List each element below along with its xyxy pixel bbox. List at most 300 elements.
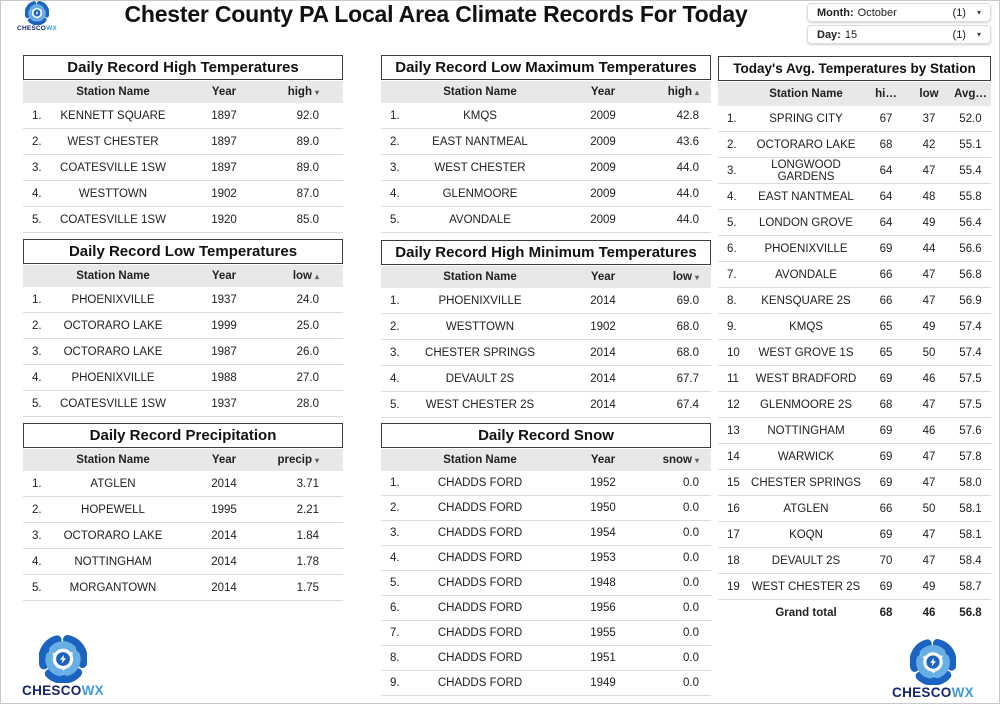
row-year: 2014 (211, 581, 237, 594)
table-body (23, 287, 343, 417)
row-hi: 65 (879, 346, 893, 359)
row-station: KENNETT SQUARE (60, 109, 166, 122)
table-row (23, 575, 343, 601)
table-row (23, 155, 343, 181)
table-row (23, 549, 343, 575)
row-year: 2009 (590, 187, 616, 200)
day-filter-count: (1) (952, 28, 966, 41)
row-year: 1949 (590, 677, 616, 689)
row-rank: 15 (727, 476, 740, 489)
row-rank: 4. (32, 555, 42, 568)
row-station: PHOENIXVILLE (438, 294, 522, 307)
row-rank: 3. (32, 529, 42, 542)
row-station: AVONDALE (449, 213, 511, 226)
row-station: WEST BRADFORD (755, 372, 857, 385)
row-value: 28.0 (296, 397, 319, 410)
table-title: Daily Record Low Maximum Temperatures (381, 55, 711, 80)
row-rank: 3. (727, 164, 737, 177)
sort-desc-icon: ▾ (314, 456, 319, 465)
row-hi: 69 (879, 450, 893, 463)
sort-desc-icon: ▾ (694, 456, 699, 465)
table-header (718, 82, 991, 106)
row-value: 0.0 (683, 602, 699, 614)
row-year: 2014 (590, 398, 616, 411)
row-hi: 64 (879, 164, 893, 177)
row-low: 44 (922, 242, 936, 255)
table-row (718, 106, 991, 132)
record-precip-table (23, 423, 343, 601)
table-header (381, 81, 711, 103)
row-station: CHADDS FORD (437, 677, 523, 689)
row-low: 47 (922, 164, 936, 177)
row-year: 1954 (590, 527, 616, 539)
chescowx-wordmark: CHESCOWX (17, 25, 57, 32)
row-year: 1950 (590, 502, 616, 514)
row-hi: 68 (879, 138, 893, 151)
row-hi: 66 (879, 502, 893, 515)
table-title: Daily Record High Temperatures (23, 55, 343, 80)
row-station: WEST CHESTER (67, 135, 159, 148)
row-low: 49 (922, 580, 936, 593)
row-hi: 68 (879, 398, 893, 411)
row-low: 46 (922, 372, 936, 385)
table-body (381, 288, 711, 418)
row-station: NOTTINGHAM (767, 424, 845, 437)
row-station: CHESTER SPRINGS (751, 476, 861, 489)
row-low: 49 (922, 320, 936, 333)
row-station: WEST CHESTER (434, 161, 526, 174)
row-value: 92.0 (296, 109, 319, 122)
row-rank: 1. (32, 477, 42, 490)
row-hi: 69 (879, 528, 893, 541)
row-rank: 5. (390, 398, 400, 411)
column-header-year[interactable]: Year (211, 270, 237, 282)
row-station: KENSQUARE 2S (761, 294, 851, 307)
row-station: ATGLEN (783, 502, 829, 515)
column-header-low[interactable]: low ▴ (292, 270, 319, 282)
grand-total-row (718, 600, 991, 626)
row-station: CHADDS FORD (437, 477, 523, 489)
row-rank: 4. (390, 552, 400, 564)
row-value: 68.0 (676, 320, 699, 333)
column-header-snow[interactable]: snow ▾ (662, 454, 699, 466)
row-station: OCTORARO LAKE (756, 138, 856, 151)
row-rank: 3. (390, 527, 400, 539)
row-station: CHADDS FORD (437, 577, 523, 589)
column-header-high[interactable]: high ▴ (667, 86, 699, 98)
row-avg: 56.9 (959, 294, 982, 307)
row-year: 2014 (590, 346, 616, 359)
row-station: KMQS (789, 320, 823, 333)
table-row (381, 155, 711, 181)
row-low: 42 (922, 138, 936, 151)
sort-desc-icon: ▾ (694, 273, 699, 282)
table-row (381, 366, 711, 392)
row-low: 37 (922, 112, 936, 125)
table-row (718, 548, 991, 574)
row-station: COATESVILLE 1SW (60, 213, 166, 226)
row-rank: 19 (727, 580, 740, 593)
row-rank: 5. (727, 216, 737, 229)
row-station: AVONDALE (775, 268, 837, 281)
row-value: 42.8 (676, 109, 699, 122)
table-row (381, 596, 711, 621)
row-year: 1956 (590, 602, 616, 614)
row-station: WESTTOWN (78, 187, 148, 200)
row-rank: 17 (727, 528, 740, 541)
row-station: NOTTINGHAM (74, 555, 152, 568)
table-row (718, 392, 991, 418)
row-rank: 4. (32, 187, 42, 200)
chescowx-wordmark: CHESCOWX (892, 685, 974, 700)
month-filter-value: October (857, 6, 897, 19)
month-filter-count: (1) (952, 6, 966, 19)
column-header-station[interactable]: Station Name (443, 86, 517, 98)
row-station: SPRING CITY (769, 112, 843, 125)
table-row (381, 496, 711, 521)
row-rank: 2. (32, 503, 42, 516)
row-value: 44.0 (676, 213, 699, 226)
table-row (381, 546, 711, 571)
row-avg: 55.1 (959, 138, 982, 151)
row-station: KOQN (789, 528, 823, 541)
record-high-table (23, 55, 343, 233)
chescowx-wordmark: CHESCOWX (22, 683, 104, 698)
row-avg: 58.1 (959, 502, 982, 515)
row-year: 2009 (590, 135, 616, 148)
table-row (23, 471, 343, 497)
row-rank: 5. (32, 213, 42, 226)
row-station: DEVAULT 2S (445, 372, 515, 385)
column-header-year[interactable]: Year (211, 86, 237, 98)
row-rank: 7. (727, 268, 737, 281)
table-row (718, 574, 991, 600)
row-station: ATGLEN (90, 477, 136, 490)
row-rank: 4. (32, 371, 42, 384)
row-year: 2009 (590, 109, 616, 122)
table-body (23, 103, 343, 233)
row-hi: 64 (879, 190, 893, 203)
row-hi: 69 (879, 424, 893, 437)
grand-total-label: Grand total (775, 607, 837, 619)
row-station: MORGANTOWN (69, 581, 157, 594)
row-low: 50 (922, 346, 936, 359)
row-avg: 57.8 (959, 450, 982, 463)
chescowx-logo-bottom-right (885, 639, 981, 700)
row-value: 3.71 (296, 477, 319, 490)
column-header-hi[interactable]: hi… (875, 88, 897, 100)
row-year: 1999 (211, 319, 237, 332)
row-rank: 9. (727, 320, 737, 333)
row-avg: 55.8 (959, 190, 982, 203)
row-avg: 57.6 (959, 424, 982, 437)
row-rank: 2. (727, 138, 737, 151)
column-header-station[interactable]: Station Name (769, 88, 843, 100)
row-value: 68.0 (676, 346, 699, 359)
row-year: 1902 (590, 320, 616, 333)
row-low: 47 (922, 476, 936, 489)
row-value: 0.0 (683, 477, 699, 489)
row-avg: 57.4 (959, 346, 982, 359)
row-value: 89.0 (296, 135, 319, 148)
table-row (23, 391, 343, 417)
row-hi: 70 (879, 554, 893, 567)
row-rank: 8. (727, 294, 737, 307)
row-year: 2014 (211, 477, 237, 490)
record-snow-table (381, 423, 711, 696)
row-low: 49 (922, 216, 936, 229)
column-header-precip[interactable]: precip ▾ (277, 454, 319, 466)
row-avg: 58.7 (959, 580, 982, 593)
table-row (23, 523, 343, 549)
row-year: 1897 (211, 161, 237, 174)
row-value: 0.0 (683, 627, 699, 639)
row-value: 67.4 (676, 398, 699, 411)
table-row (23, 181, 343, 207)
row-station: COATESVILLE 1SW (60, 397, 166, 410)
row-value: 25.0 (296, 319, 319, 332)
row-avg: 56.6 (959, 242, 982, 255)
row-station: WARWICK (777, 450, 835, 463)
row-avg: 56.4 (959, 216, 982, 229)
row-rank: 6. (390, 602, 400, 614)
row-hi: 69 (879, 372, 893, 385)
row-year: 1987 (211, 345, 237, 358)
sort-asc-icon: ▴ (694, 88, 699, 97)
row-low: 47 (922, 528, 936, 541)
row-value: 67.7 (676, 372, 699, 385)
row-year: 2009 (590, 161, 616, 174)
row-rank: 5. (32, 397, 42, 410)
column-header-station[interactable]: Station Name (443, 271, 517, 283)
table-row (718, 340, 991, 366)
row-rank: 18 (727, 554, 740, 567)
row-value: 0.0 (683, 527, 699, 539)
record-high-min-table (381, 240, 711, 418)
row-station: OCTORARO LAKE (63, 529, 163, 542)
row-rank: 1. (727, 112, 737, 125)
table-title: Daily Record Low Temperatures (23, 239, 343, 264)
row-year: 1952 (590, 477, 616, 489)
table-row (718, 522, 991, 548)
row-station: GLENMOORE (442, 187, 518, 200)
row-station: HOPEWELL (81, 503, 145, 516)
row-value: 0.0 (683, 677, 699, 689)
column-header-year[interactable]: Year (211, 454, 237, 466)
table-header (23, 81, 343, 103)
row-rank: 8. (390, 652, 400, 664)
row-avg: 58.4 (959, 554, 982, 567)
day-filter-dropdown[interactable] (807, 25, 991, 44)
row-year: 1937 (211, 397, 237, 410)
row-hi: 69 (879, 476, 893, 489)
row-station: CHADDS FORD (437, 527, 523, 539)
row-rank: 4. (390, 372, 400, 385)
sort-asc-icon: ▴ (314, 272, 319, 281)
row-station: DEVAULT 2S (771, 554, 841, 567)
table-row (718, 184, 991, 210)
column-header-station[interactable]: Station Name (76, 270, 150, 282)
column-header-high[interactable]: high ▾ (287, 86, 319, 98)
table-row (23, 497, 343, 523)
row-year: 2014 (590, 372, 616, 385)
row-value: 1.75 (296, 581, 319, 594)
row-avg: 58.1 (959, 528, 982, 541)
row-station: LONGWOOD GARDENS (771, 158, 841, 183)
row-rank: 11 (727, 372, 739, 385)
column-header-station[interactable]: Station Name (76, 86, 150, 98)
table-header (23, 265, 343, 287)
table-row (718, 262, 991, 288)
table-row (381, 207, 711, 233)
table-header (381, 266, 711, 288)
row-year: 2014 (211, 555, 237, 568)
table-row (718, 288, 991, 314)
row-station: OCTORARO LAKE (63, 345, 163, 358)
row-station: PHOENIXVILLE (71, 371, 155, 384)
row-year: 1988 (211, 371, 237, 384)
day-filter-label: Day: (817, 28, 841, 41)
table-row (381, 181, 711, 207)
row-station: OCTORARO LAKE (63, 319, 163, 332)
column-header-year[interactable]: Year (590, 454, 616, 466)
row-value: 1.84 (296, 529, 319, 542)
table-row (718, 236, 991, 262)
row-rank: 5. (390, 213, 400, 226)
row-rank: 2. (390, 135, 400, 148)
row-year: 1951 (590, 652, 616, 664)
row-year: 1920 (211, 213, 237, 226)
chevron-down-icon[interactable]: ▾ (976, 30, 981, 39)
row-station: CHADDS FORD (437, 552, 523, 564)
row-value: 89.0 (296, 161, 319, 174)
row-low: 47 (922, 450, 936, 463)
row-low: 47 (922, 554, 936, 567)
table-row (23, 365, 343, 391)
row-rank: 16 (727, 502, 740, 515)
row-avg: 55.4 (959, 164, 982, 177)
row-hi: 64 (879, 216, 893, 229)
row-station: KMQS (463, 109, 497, 122)
row-rank: 12 (727, 398, 740, 411)
row-hi: 66 (879, 294, 893, 307)
row-low: 47 (922, 294, 936, 307)
row-station: CHADDS FORD (437, 602, 523, 614)
table-row (23, 129, 343, 155)
row-year: 2009 (590, 213, 616, 226)
row-year: 1897 (211, 109, 237, 122)
column-header-station[interactable]: Station Name (76, 454, 150, 466)
row-hi: 69 (879, 580, 893, 593)
row-year: 1902 (211, 187, 237, 200)
column-header-avg[interactable]: Avg… (954, 88, 987, 100)
column-header-station[interactable]: Station Name (443, 454, 517, 466)
record-low-max-table (381, 55, 711, 233)
table-row (718, 210, 991, 236)
row-value: 0.0 (683, 552, 699, 564)
row-avg: 58.0 (959, 476, 982, 489)
table-body (381, 471, 711, 696)
row-year: 1953 (590, 552, 616, 564)
row-station: COATESVILLE 1SW (60, 161, 166, 174)
table-row (381, 521, 711, 546)
row-station: WEST GROVE 1S (758, 346, 854, 359)
row-value: 1.78 (296, 555, 319, 568)
row-rank: 13 (727, 424, 740, 437)
table-row (718, 314, 991, 340)
row-station: WESTTOWN (445, 320, 515, 333)
column-header-low[interactable]: low ▾ (672, 271, 699, 283)
table-row (718, 470, 991, 496)
row-value: 87.0 (296, 187, 319, 200)
table-row (718, 132, 991, 158)
row-station: EAST NANTMEAL (432, 135, 528, 148)
record-low-table (23, 239, 343, 417)
table-header (381, 449, 711, 471)
row-low: 46 (922, 424, 936, 437)
table-row (381, 314, 711, 340)
row-rank: 10 (727, 346, 740, 359)
row-rank: 1. (32, 293, 42, 306)
table-row (381, 646, 711, 671)
row-rank: 1. (32, 109, 42, 122)
table-row (381, 621, 711, 646)
table-row (718, 444, 991, 470)
table-title: Daily Record Snow (381, 423, 711, 448)
column-header-low[interactable]: low (919, 88, 939, 100)
row-avg: 52.0 (959, 112, 982, 125)
table-title: Daily Record Precipitation (23, 423, 343, 448)
table-row (381, 129, 711, 155)
row-station: PHOENIXVILLE (71, 293, 155, 306)
row-low: 47 (922, 398, 936, 411)
row-hi: 69 (879, 242, 893, 255)
row-rank: 3. (390, 161, 400, 174)
row-rank: 3. (32, 161, 42, 174)
row-year: 2014 (590, 294, 616, 307)
row-avg: 56.8 (959, 268, 982, 281)
table-row (381, 103, 711, 129)
row-rank: 4. (727, 190, 737, 203)
table-row (718, 366, 991, 392)
row-station: WEST CHESTER 2S (425, 398, 535, 411)
row-value: 26.0 (296, 345, 319, 358)
sort-desc-icon: ▾ (314, 88, 319, 97)
row-avg: 57.5 (959, 372, 982, 385)
row-year: 1948 (590, 577, 616, 589)
row-hi: 65 (879, 320, 893, 333)
row-rank: 1. (390, 109, 400, 122)
column-header-year[interactable]: Year (590, 271, 616, 283)
table-title: Daily Record High Minimum Temperatures (381, 240, 711, 265)
table-row (718, 418, 991, 444)
table-body (718, 106, 991, 600)
column-header-year[interactable]: Year (590, 86, 616, 98)
row-station: CHADDS FORD (437, 652, 523, 664)
chescowx-swirl-icon (39, 635, 87, 683)
month-filter-dropdown[interactable] (807, 3, 991, 22)
table-row (23, 207, 343, 233)
chevron-down-icon[interactable]: ▾ (976, 8, 981, 17)
row-rank: 14 (727, 450, 740, 463)
grand-total-hi: 68 (879, 607, 893, 619)
row-rank: 2. (390, 502, 400, 514)
row-value: 69.0 (676, 294, 699, 307)
row-station: EAST NANTMEAL (758, 190, 854, 203)
row-year: 1897 (211, 135, 237, 148)
table-row (718, 158, 991, 184)
row-station: GLENMOORE 2S (759, 398, 853, 411)
